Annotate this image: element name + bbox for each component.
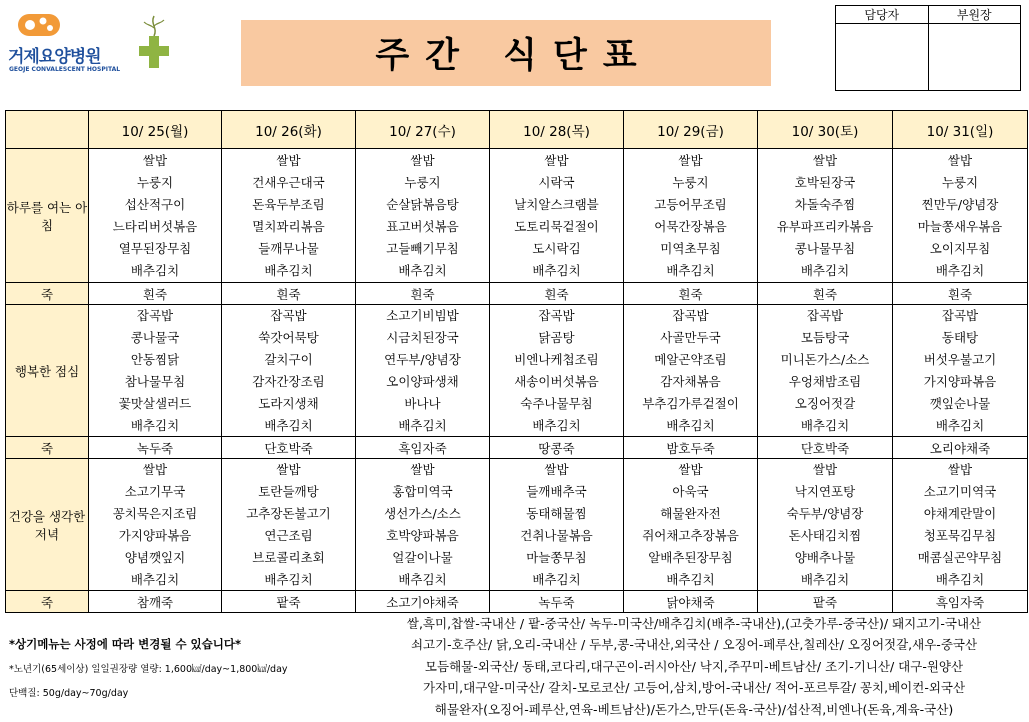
day-header: 10/ 31(일) — [893, 111, 1028, 149]
menu-item-list — [624, 305, 757, 436]
menu-item: 양배추나물 — [794, 549, 856, 565]
menu-item: 양념깻잎지 — [124, 549, 186, 565]
menu-item: 배추김치 — [532, 571, 581, 587]
menu-item-list — [490, 149, 623, 282]
menu-item: 감자간장조림 — [252, 373, 325, 389]
menu-item: 쌀밥 — [142, 462, 168, 478]
menu-item: 도라지생채 — [258, 395, 319, 411]
day-header: 10/ 30(토) — [758, 111, 893, 149]
menu-item: 청포묵김무침 — [923, 527, 997, 543]
menu-item: 쌀밥 — [142, 152, 168, 168]
menu-item: 잡곡밥 — [538, 308, 575, 324]
menu-cell — [758, 149, 893, 283]
menu-item: 부추김가루겉절이 — [642, 395, 739, 411]
porridge-item: 팥죽 — [222, 591, 356, 613]
menu-cell — [222, 459, 356, 591]
porridge-row — [6, 437, 1028, 459]
menu-item-list — [356, 459, 489, 590]
menu-item: 배추김치 — [130, 571, 180, 587]
menu-item: 해물완자전 — [660, 506, 721, 522]
approval-sign-vice-director — [928, 24, 1021, 91]
menu-item: 들깨무나물 — [258, 241, 319, 257]
porridge-item: 단호박죽 — [222, 437, 356, 459]
menu-item: 누룽지 — [672, 174, 709, 190]
menu-item-list — [758, 149, 892, 282]
menu-item: 미역초무침 — [660, 241, 721, 257]
meal-row — [6, 305, 1028, 437]
menu-item: 쌀밥 — [947, 152, 973, 168]
menu-item: 배추김치 — [935, 571, 985, 587]
porridge-item: 소고기야채죽 — [356, 591, 490, 613]
menu-item-list — [356, 149, 489, 282]
menu-cell — [356, 305, 490, 437]
menu-item-list — [222, 305, 355, 436]
menu-item-list — [89, 149, 221, 282]
menu-item: 돈육두부조림 — [252, 196, 325, 212]
menu-item: 누룽지 — [404, 174, 441, 190]
menu-cell — [893, 459, 1028, 591]
approval-header-staff: 담당자 — [836, 6, 929, 24]
meal-row — [6, 459, 1028, 591]
menu-item-list — [893, 305, 1027, 436]
menu-item: 쌀밥 — [678, 462, 703, 478]
menu-item: 도토리묵겉절이 — [514, 219, 599, 235]
menu-cell — [758, 459, 893, 591]
menu-cell — [356, 459, 490, 591]
menu-item: 야채계란말이 — [923, 506, 997, 522]
menu-item: 마늘쫑새우볶음 — [917, 219, 1003, 235]
day-header: 10/ 27(수) — [356, 111, 490, 149]
menu-item: 쌀밥 — [276, 152, 301, 168]
cross-icon — [136, 14, 172, 70]
porridge-item: 닭야채죽 — [624, 591, 758, 613]
menu-item: 돈사태김치찜 — [788, 527, 862, 543]
menu-item: 사골만두국 — [660, 330, 721, 346]
menu-cell — [490, 149, 624, 283]
porridge-label: 죽 — [6, 283, 89, 305]
porridge-item: 흰죽 — [222, 283, 356, 305]
porridge-item: 녹두죽 — [89, 437, 222, 459]
menu-cell — [356, 149, 490, 283]
menu-item: 고추장돈불고기 — [246, 506, 331, 522]
menu-item-list — [222, 149, 355, 282]
origin-line: 해물완자(오징어-페루산,연육-베트남산)/돈가스,만두(돈육-국산)/섭산적,비엔나(돈육,계육-국산) — [434, 701, 954, 717]
menu-item: 오이지무침 — [929, 241, 991, 257]
menu-item: 배추김치 — [935, 417, 985, 433]
porridge-item: 팥죽 — [758, 591, 893, 613]
menu-item: 배추김치 — [666, 263, 715, 279]
menu-item: 소고기미역국 — [923, 484, 997, 500]
menu-item: 누룽지 — [941, 174, 979, 190]
menu-item: 멸치꽈리볶음 — [252, 219, 325, 235]
menu-item: 소고기비빔밥 — [386, 308, 459, 324]
menu-item: 배추김치 — [130, 417, 180, 433]
menu-item: 버섯우불고기 — [923, 352, 997, 368]
porridge-item: 흰죽 — [356, 283, 490, 305]
menu-item: 쌀밥 — [544, 152, 569, 168]
menu-item: 브로콜리초회 — [252, 549, 325, 565]
logo-mark-icon — [16, 12, 62, 38]
menu-item-list — [893, 149, 1027, 282]
menu-cell — [624, 459, 758, 591]
menu-cell — [624, 305, 758, 437]
menu-item: 마늘쫑무침 — [526, 549, 587, 565]
menu-item: 안동찜닭 — [130, 352, 180, 368]
approval-header-vice-director: 부원장 — [928, 6, 1021, 24]
menu-item: 배추김치 — [800, 263, 850, 279]
menu-item: 순살닭볶음탕 — [386, 196, 459, 212]
porridge-item: 오리야채죽 — [893, 437, 1028, 459]
porridge-item: 밤호두죽 — [624, 437, 758, 459]
menu-item: 배추김치 — [800, 417, 850, 433]
menu-item: 꽃맛살샐러드 — [118, 395, 192, 411]
menu-item: 소고기무국 — [124, 484, 186, 500]
menu-item: 배추김치 — [398, 263, 447, 279]
porridge-item: 흰죽 — [624, 283, 758, 305]
menu-cell — [624, 149, 758, 283]
menu-item-list — [356, 305, 489, 436]
menu-item-list — [624, 149, 757, 282]
menu-item: 알배추된장무침 — [648, 549, 733, 565]
menu-item: 쌀밥 — [410, 152, 435, 168]
menu-item: 아욱국 — [672, 484, 709, 500]
protein-note: 단백질: 50g/day~70g/day — [9, 688, 129, 699]
menu-item: 배추김치 — [666, 417, 715, 433]
menu-item: 어묵간장볶음 — [654, 219, 727, 235]
menu-item: 우엉채밤조림 — [788, 373, 862, 389]
menu-cell — [893, 305, 1028, 437]
menu-item: 건취나물볶음 — [520, 527, 593, 543]
notes — [9, 636, 288, 699]
page-title: 주간 식단표 — [375, 36, 653, 76]
calorie-note: *노년기(65세이상) 일일권장량 열량: 1,600㎉/day~1,800㎉/day — [9, 664, 288, 675]
menu-item: 고등어무조림 — [654, 196, 727, 212]
menu-item: 배추김치 — [130, 263, 180, 279]
menu-item: 참나물무침 — [124, 373, 186, 389]
menu-item: 쌀밥 — [276, 462, 301, 478]
menu-item: 배추김치 — [666, 571, 715, 587]
menu-item: 바나나 — [404, 395, 441, 411]
menu-item: 잡곡밥 — [672, 308, 709, 324]
porridge-item: 녹두죽 — [490, 591, 624, 613]
day-header: 10/ 26(화) — [222, 111, 356, 149]
menu-item: 누룽지 — [136, 174, 174, 190]
menu-item: 배추김치 — [264, 571, 313, 587]
menu-item: 잡곡밥 — [270, 308, 307, 324]
menu-item: 동태탕 — [941, 330, 979, 346]
porridge-label: 죽 — [6, 437, 89, 459]
menu-cell — [893, 149, 1028, 283]
menu-item: 쌀밥 — [812, 462, 838, 478]
menu-item-list — [758, 305, 892, 436]
day-header: 10/ 28(목) — [490, 111, 624, 149]
menu-item: 건새우근대국 — [252, 174, 325, 190]
menu-item: 연두부/양념장 — [384, 352, 461, 368]
menu-item: 섭산적구이 — [124, 196, 186, 212]
menu-item: 쌀밥 — [678, 152, 703, 168]
porridge-item: 참깨죽 — [89, 591, 222, 613]
menu-item: 얼갈이나물 — [392, 549, 453, 565]
menu-item-list — [89, 459, 221, 590]
menu-item: 동태해물찜 — [526, 506, 587, 522]
origin-line: 쇠고기-호주산/ 닭,오리-국내산 / 두부,콩-국내산,외국산 / 오징어-페루산,칠레산/ 오징어젓갈,새우-중국산 — [410, 637, 978, 653]
menu-item: 갈치구이 — [264, 352, 313, 368]
menu-item: 느타리버섯볶음 — [112, 219, 198, 235]
menu-item: 배추김치 — [264, 417, 313, 433]
menu-item-list — [758, 459, 892, 590]
menu-item: 호박양파볶음 — [386, 527, 459, 543]
menu-item: 닭곰탕 — [538, 330, 575, 346]
menu-cell — [222, 149, 356, 283]
menu-item: 배추김치 — [935, 263, 985, 279]
menu-item: 들깨배추국 — [526, 484, 587, 500]
hospital-name-en: GEOJE CONVALESCENT HOSPITAL — [9, 66, 121, 73]
menu-item: 시락국 — [538, 174, 575, 190]
menu-item: 연근조림 — [264, 527, 313, 543]
menu-item: 표고버섯볶음 — [386, 219, 459, 235]
porridge-item: 단호박죽 — [758, 437, 893, 459]
menu-item: 쑥갓어묵탕 — [258, 330, 319, 346]
menu-item: 배추김치 — [264, 263, 313, 279]
origin-line: 가자미,대구알-미국산/ 갈치-모로코산/ 고등어,삼치,방어-국내산/ 적어-포르투갈/ 꽁치,베이컨-외국산 — [422, 680, 966, 696]
menu-item: 쌀밥 — [812, 152, 838, 168]
menu-item: 꽁치묵은지조림 — [112, 506, 198, 522]
menu-item: 잡곡밥 — [806, 308, 844, 324]
porridge-item: 흰죽 — [490, 283, 624, 305]
corner-cell — [6, 111, 89, 149]
porridge-item: 흰죽 — [758, 283, 893, 305]
hospital-logo — [4, 8, 174, 78]
menu-item: 유부파프리카볶음 — [776, 219, 874, 235]
porridge-label: 죽 — [6, 591, 89, 613]
menu-item: 콩나물국 — [130, 330, 180, 346]
day-header: 10/ 29(금) — [624, 111, 758, 149]
menu-item: 쌀밥 — [947, 462, 973, 478]
menu-item-list — [490, 459, 623, 590]
origin-info — [360, 613, 1028, 720]
menu-item-list — [89, 305, 221, 436]
weekly-menu-table — [5, 110, 1028, 613]
menu-item-list — [222, 459, 355, 590]
menu-item: 배추김치 — [800, 571, 850, 587]
menu-item: 차돌숙주찜 — [794, 196, 856, 212]
menu-cell — [490, 459, 624, 591]
menu-item: 메알곤약조림 — [654, 352, 727, 368]
origin-line: 모듬해물-외국산/ 동태,코다리,대구곤이-러시아산/ 낙지,주꾸미-베트남산/ 조기-기니산/ 대구-원양산 — [424, 658, 964, 674]
menu-item: 홍합미역국 — [392, 484, 453, 500]
menu-item: 깻잎순나물 — [929, 395, 991, 411]
menu-cell — [758, 305, 893, 437]
title-banner — [241, 20, 771, 86]
menu-item: 배추김치 — [398, 417, 447, 433]
menu-item: 낙지연포탕 — [794, 484, 856, 500]
menu-item: 잡곡밥 — [136, 308, 174, 324]
meal-label: 건강을 생각한 저녁 — [6, 459, 89, 591]
hospital-name: 거제요양병원 — [8, 47, 101, 67]
day-header: 10/ 25(월) — [89, 111, 222, 149]
menu-item: 호박된장국 — [794, 174, 856, 190]
menu-item: 감자채볶음 — [660, 373, 721, 389]
menu-item-list — [624, 459, 757, 590]
menu-cell — [490, 305, 624, 437]
menu-item: 시금치된장국 — [386, 330, 459, 346]
porridge-item: 흑임자죽 — [893, 591, 1028, 613]
porridge-item: 흰죽 — [893, 283, 1028, 305]
menu-item: 잡곡밥 — [941, 308, 979, 324]
porridge-row — [6, 283, 1028, 305]
menu-item: 모듬탕국 — [800, 330, 850, 346]
menu-item: 오징어젓갈 — [794, 395, 856, 411]
menu-item: 배추김치 — [532, 263, 581, 279]
menu-cell — [89, 305, 222, 437]
menu-item: 쥐어채고추장볶음 — [642, 527, 739, 543]
menu-item: 가지양파볶음 — [923, 373, 997, 389]
menu-item: 날치알스크램블 — [514, 196, 599, 212]
menu-item: 배추김치 — [398, 571, 447, 587]
menu-item: 비엔나케첩조림 — [514, 352, 599, 368]
menu-item: 열무된장무침 — [118, 241, 192, 257]
meal-label: 행복한 점심 — [6, 305, 89, 437]
menu-item: 숙두부/양념장 — [786, 506, 864, 522]
menu-item: 쌀밥 — [410, 462, 435, 478]
approval-sign-staff — [836, 24, 929, 91]
porridge-item: 흰죽 — [89, 283, 222, 305]
porridge-item: 땅콩죽 — [490, 437, 624, 459]
menu-item: 찐만두/양념장 — [921, 196, 999, 212]
meal-row — [6, 149, 1028, 283]
menu-item: 배추김치 — [532, 417, 581, 433]
approval-box — [835, 5, 1021, 91]
menu-cell — [89, 459, 222, 591]
menu-item-list — [893, 459, 1027, 590]
menu-item: 고들빼기무침 — [386, 241, 459, 257]
meal-label: 하루를 여는 아침 — [6, 149, 89, 283]
menu-item: 새송이버섯볶음 — [514, 373, 599, 389]
menu-item: 매콤실곤약무침 — [917, 549, 1003, 565]
menu-cell — [222, 305, 356, 437]
menu-item: 콩나물무침 — [794, 241, 856, 257]
menu-item: 토란들깨탕 — [258, 484, 319, 500]
porridge-item: 흑임자죽 — [356, 437, 490, 459]
menu-item: 미니돈가스/소스 — [780, 352, 870, 368]
menu-item: 숙주나물무침 — [520, 395, 593, 411]
menu-item-list — [490, 305, 623, 436]
menu-item: 도시락김 — [532, 241, 581, 257]
origin-line: 쌀,흑미,찹쌀-국내산 / 팥-중국산/ 녹두-미국산/배추김치(배추-국내산),(고춧가루-중국산)/ 돼지고기-국내산 — [406, 616, 982, 631]
change-notice: *상기메뉴는 사정에 따라 변경될 수 있습니다* — [9, 637, 242, 651]
menu-item: 생선가스/소스 — [384, 506, 461, 522]
menu-item: 쌀밥 — [544, 462, 569, 478]
menu-item: 가지양파볶음 — [118, 527, 192, 543]
menu-item: 오이양파생채 — [386, 373, 459, 389]
header-row — [6, 111, 1028, 149]
menu-cell — [89, 149, 222, 283]
porridge-row — [6, 591, 1028, 613]
